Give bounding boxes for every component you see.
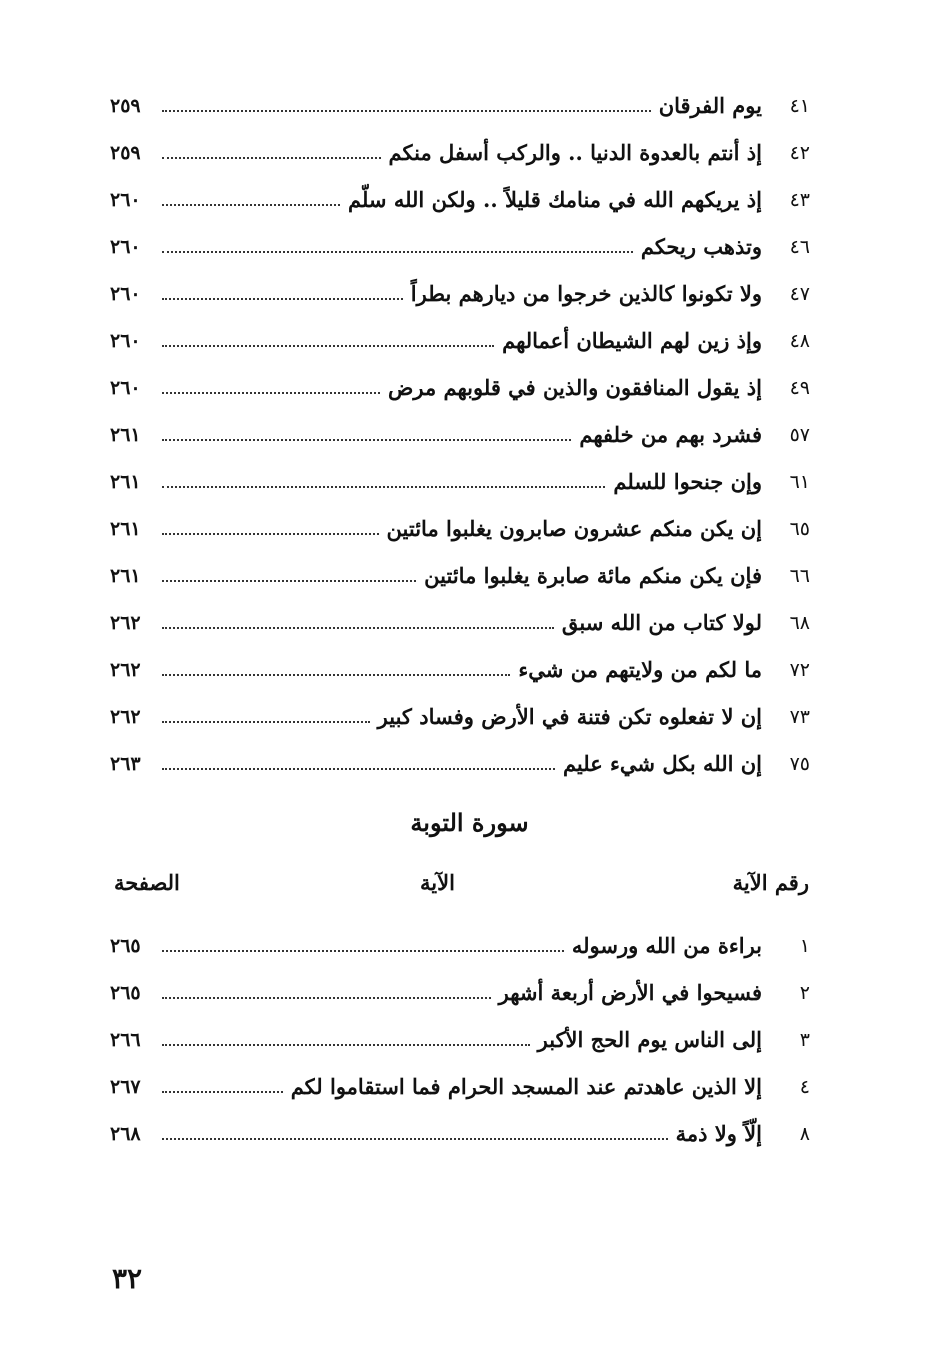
dot-leader <box>162 439 571 441</box>
dot-leader <box>162 110 651 112</box>
ayah-number: ٦٨ <box>789 611 810 634</box>
surah-title: سورة التوبة <box>410 808 529 837</box>
dot-leader <box>162 392 380 394</box>
ayah-text: إن لا تفعلوه تكن فتنة في الأرض وفساد كبير <box>377 704 762 729</box>
index-row <box>110 129 810 176</box>
page-ref: ٢٦٠ <box>110 376 141 399</box>
page-ref: ٢٦٠ <box>110 282 141 305</box>
header-page: الصفحة <box>114 870 180 895</box>
ayah-text: يوم الفرقان <box>658 93 762 118</box>
dot-leader <box>162 950 564 952</box>
header-ayah-number: رقم الآية <box>732 870 809 895</box>
ayah-number: ٧٣ <box>789 705 810 728</box>
index-row <box>110 1110 810 1157</box>
dot-leader <box>162 251 633 253</box>
ayah-text: إلا الذين عاهدتم عند المسجد الحرام فما استقاموا لكم <box>290 1074 762 1099</box>
ayah-number: ٦٥ <box>789 517 810 540</box>
ayah-text: وإذ زين لهم الشيطان أعمالهم <box>502 328 762 353</box>
dot-leader <box>162 674 510 676</box>
dot-leader <box>162 721 370 723</box>
ayah-text: إذ يريكهم الله في منامك قليلاً .. ولكن الله سلّم <box>347 187 762 212</box>
ayah-text: فسيحوا في الأرض أربعة أشهر <box>498 980 762 1005</box>
ayah-text: ولا تكونوا كالذين خرجوا من ديارهم بطراً <box>410 281 762 306</box>
page-ref: ٢٦٥ <box>110 934 141 957</box>
ayah-number: ٤١ <box>789 94 810 117</box>
index-row <box>110 740 810 787</box>
index-row <box>110 1063 810 1110</box>
index-row <box>110 458 810 505</box>
index-row <box>110 223 810 270</box>
index-row <box>110 599 810 646</box>
ayah-text: إلى الناس يوم الحج الأكبر <box>537 1027 762 1052</box>
ayah-number: ٢ <box>799 981 810 1004</box>
dot-leader <box>162 627 554 629</box>
dot-leader <box>162 486 605 488</box>
ayah-text: إن يكن منكم عشرون صابرون يغلبوا مائتين <box>386 516 762 541</box>
ayah-number: ٣ <box>799 1028 810 1051</box>
ayah-text: إلّاً ولا ذمة <box>675 1121 762 1146</box>
page-ref: ٢٦٨ <box>110 1122 141 1145</box>
ayah-number: ٤٧ <box>789 282 810 305</box>
dot-leader <box>162 997 491 999</box>
index-row <box>110 270 810 317</box>
header-ayah: الآية <box>420 870 455 895</box>
index-row <box>110 922 810 969</box>
page-ref: ٢٦١ <box>110 423 141 446</box>
ayah-text: إن الله بكل شيء عليم <box>562 751 762 776</box>
dot-leader <box>162 580 416 582</box>
dot-leader <box>162 298 403 300</box>
ayah-number: ١ <box>799 934 810 957</box>
page-ref: ٢٦١ <box>110 517 141 540</box>
index-row <box>110 364 810 411</box>
index-row <box>110 505 810 552</box>
ayah-number: ٤٢ <box>789 141 810 164</box>
dot-leader <box>162 1091 283 1093</box>
ayah-number: ٤٨ <box>789 329 810 352</box>
ayah-number: ٧٥ <box>789 752 810 775</box>
dot-leader <box>162 533 379 535</box>
ayah-text: ما لكم من ولايتهم من شيء <box>518 657 762 682</box>
page-ref: ٢٦٥ <box>110 981 141 1004</box>
page-ref: ٢٦٠ <box>110 235 141 258</box>
dot-leader <box>162 1044 530 1046</box>
page-ref: ٢٦١ <box>110 470 141 493</box>
dot-leader <box>162 345 494 347</box>
page-ref: ٢٦٣ <box>110 752 141 775</box>
index-row <box>110 693 810 740</box>
index-row <box>110 82 810 129</box>
tawbah-index <box>110 922 810 1157</box>
previous-surah-index <box>110 82 810 787</box>
page-ref: ٢٥٩ <box>110 141 141 164</box>
ayah-number: ٦١ <box>789 470 810 493</box>
ayah-number: ٤٣ <box>789 188 810 211</box>
ayah-text: وتذهب ريحكم <box>640 234 762 259</box>
dot-leader <box>162 768 555 770</box>
index-row <box>110 969 810 1016</box>
ayah-number: ٧٢ <box>789 658 810 681</box>
page-ref: ٢٦٠ <box>110 329 141 352</box>
index-row <box>110 411 810 458</box>
ayah-text: إذ يقول المنافقون والذين في قلوبهم مرض <box>387 375 762 400</box>
page-ref: ٢٦٧ <box>110 1075 141 1098</box>
dot-leader <box>162 204 340 206</box>
dot-leader <box>162 157 381 159</box>
ayah-number: ٥٧ <box>789 423 810 446</box>
ayah-text: فشرد بهم من خلفهم <box>579 422 762 447</box>
ayah-text: إذ أنتم بالعدوة الدنيا .. والركب أسفل منكم <box>388 140 762 165</box>
ayah-text: لولا كتاب من الله سبق <box>561 610 762 635</box>
index-row <box>110 646 810 693</box>
index-row <box>110 317 810 364</box>
index-row <box>110 176 810 223</box>
ayah-text: وإن جنحوا للسلم <box>613 469 762 494</box>
page-ref: ٢٦١ <box>110 564 141 587</box>
page-ref: ٢٥٩ <box>110 94 141 117</box>
ayah-number: ٤٦ <box>789 235 810 258</box>
page-ref: ٢٦٢ <box>110 611 141 634</box>
page-ref: ٢٦٠ <box>110 188 141 211</box>
page-number: ٣٢ <box>112 1262 143 1295</box>
dot-leader <box>162 1138 668 1140</box>
page-ref: ٢٦٦ <box>110 1028 141 1051</box>
ayah-text: براءة من الله ورسوله <box>571 933 762 958</box>
ayah-number: ٤ <box>799 1075 810 1098</box>
page-ref: ٢٦٢ <box>110 658 141 681</box>
ayah-number: ٤٩ <box>789 376 810 399</box>
page-ref: ٢٦٢ <box>110 705 141 728</box>
ayah-number: ٦٦ <box>789 564 810 587</box>
index-row <box>110 1016 810 1063</box>
ayah-text: فإن يكن منكم مائة صابرة يغلبوا مائتين <box>424 563 762 588</box>
ayah-number: ٨ <box>799 1122 810 1145</box>
index-row <box>110 552 810 599</box>
